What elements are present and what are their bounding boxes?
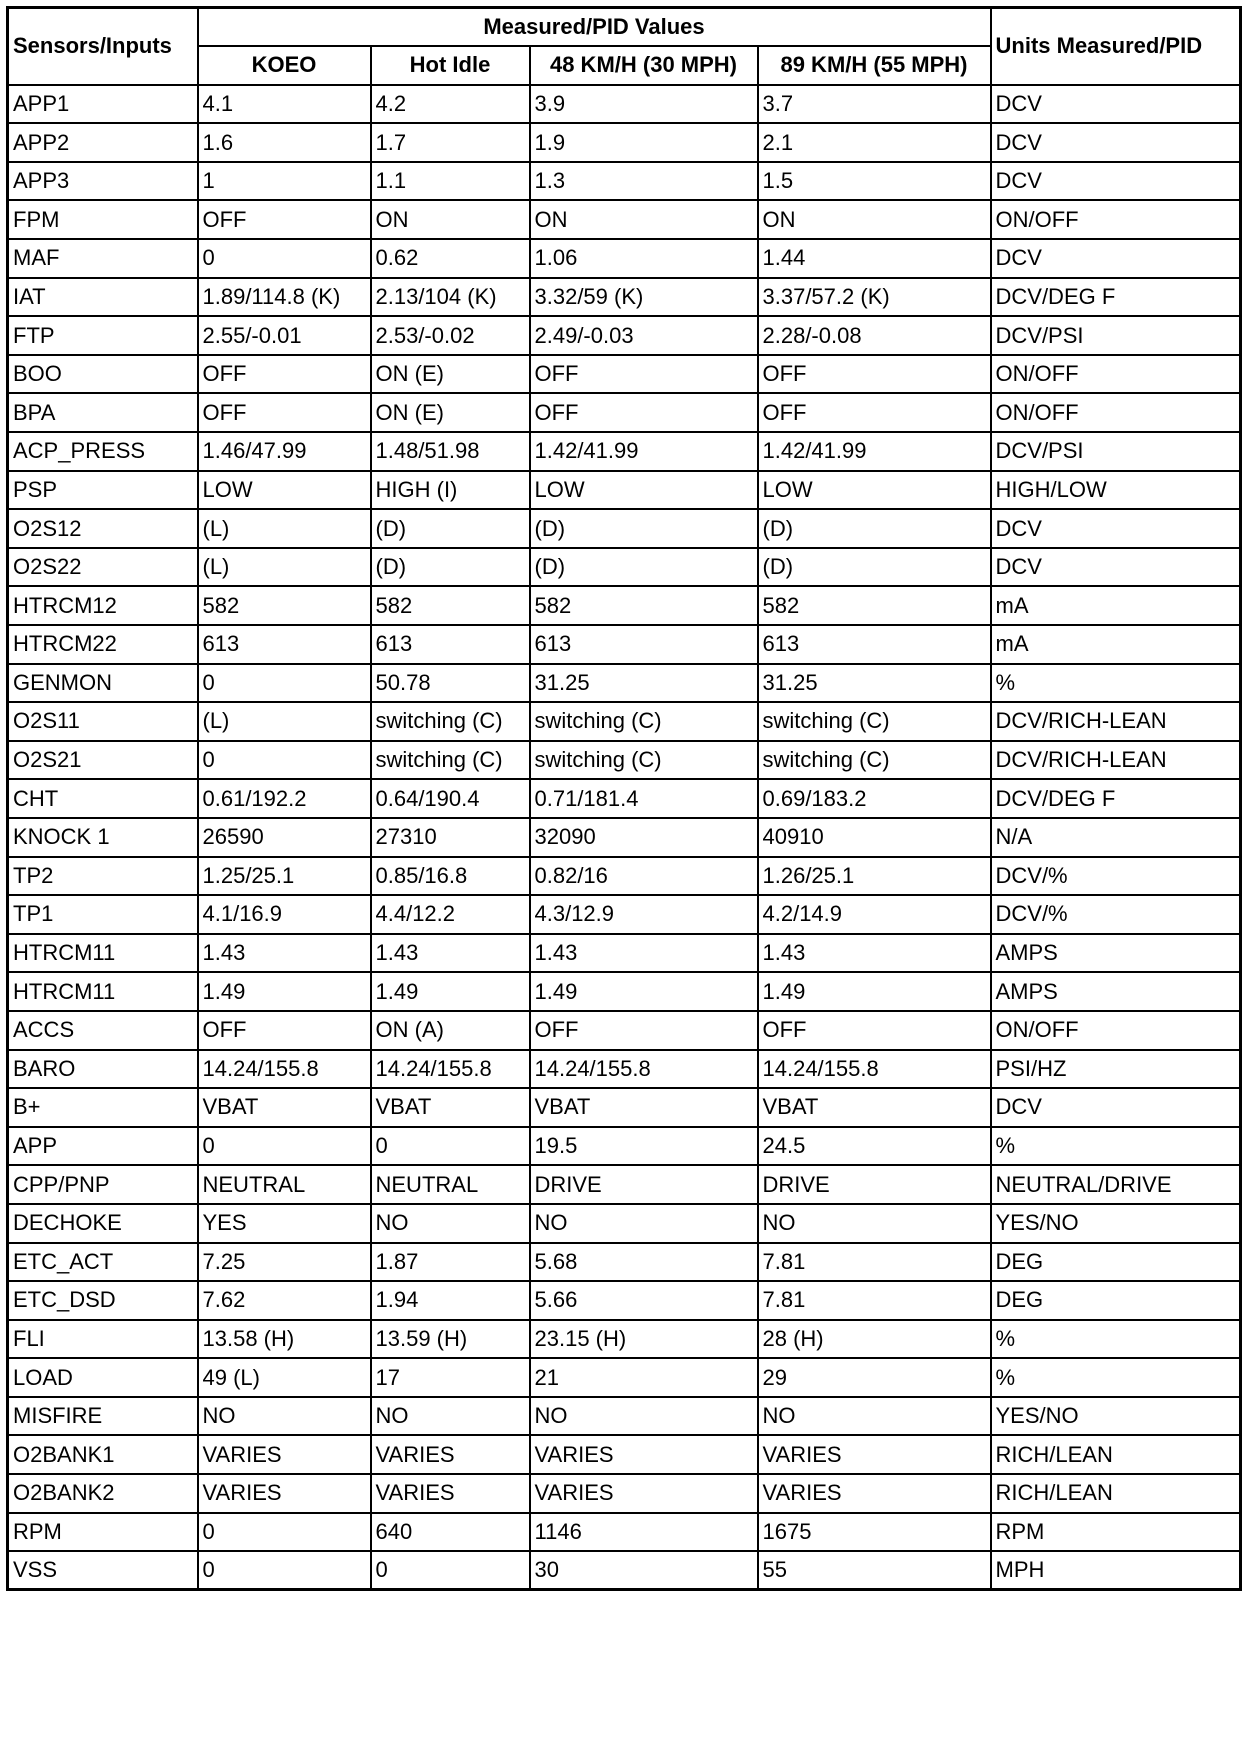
speed-55mph-value-cell: 1675 [758,1513,991,1552]
pid-table-container [6,6,1242,1591]
units-cell: PSI/HZ [991,1050,1241,1089]
speed-55mph-value-cell: 1.43 [758,934,991,973]
units-cell: % [991,1320,1241,1359]
table-row [8,1165,1241,1204]
koeo-value-cell: LOW [198,471,371,510]
speed-55mph-value-cell: (D) [758,548,991,587]
speed-30mph-value-cell: 2.49/-0.03 [530,316,758,355]
speed-55mph-value-cell: DRIVE [758,1165,991,1204]
speed-30mph-value-cell: VBAT [530,1088,758,1127]
units-cell: ON/OFF [991,393,1241,432]
units-cell: YES/NO [991,1204,1241,1243]
sensor-name-cell: ETC_ACT [8,1243,198,1282]
speed-30mph-value-cell: OFF [530,393,758,432]
speed-30mph-value-cell: switching (C) [530,741,758,780]
speed-30mph-value-cell: 1.42/41.99 [530,432,758,471]
condition-header-30mph: 48 KM/H (30 MPH) [530,46,758,85]
hot-idle-value-cell: 0 [371,1127,530,1166]
units-header: Units Measured/PID [991,8,1241,85]
sensors-inputs-header: Sensors/Inputs [8,8,198,85]
table-row [8,818,1241,857]
speed-55mph-value-cell: VARIES [758,1435,991,1474]
units-cell: DCV/DEG F [991,278,1241,317]
units-cell: DCV/% [991,895,1241,934]
hot-idle-value-cell: 1.7 [371,123,530,162]
table-row [8,934,1241,973]
table-row [8,509,1241,548]
table-row [8,239,1241,278]
table-row [8,972,1241,1011]
speed-30mph-value-cell: 5.68 [530,1243,758,1282]
table-row [8,123,1241,162]
speed-30mph-value-cell: 23.15 (H) [530,1320,758,1359]
koeo-value-cell: 613 [198,625,371,664]
hot-idle-value-cell: (D) [371,509,530,548]
hot-idle-value-cell: (D) [371,548,530,587]
sensor-name-cell: MISFIRE [8,1397,198,1436]
hot-idle-value-cell: switching (C) [371,702,530,741]
table-row [8,625,1241,664]
speed-55mph-value-cell: 2.28/-0.08 [758,316,991,355]
table-row [8,1281,1241,1320]
speed-55mph-value-cell: 28 (H) [758,1320,991,1359]
table-row [8,1320,1241,1359]
koeo-value-cell: OFF [198,393,371,432]
units-cell: % [991,1127,1241,1166]
speed-55mph-value-cell: 1.5 [758,162,991,201]
units-cell: DCV [991,162,1241,201]
speed-30mph-value-cell: 32090 [530,818,758,857]
sensor-name-cell: O2BANK2 [8,1474,198,1513]
speed-30mph-value-cell: (D) [530,509,758,548]
measured-values-header: Measured/PID Values [198,8,991,47]
table-row [8,1358,1241,1397]
koeo-value-cell: YES [198,1204,371,1243]
sensor-name-cell: LOAD [8,1358,198,1397]
hot-idle-value-cell: 2.53/-0.02 [371,316,530,355]
hot-idle-value-cell: VARIES [371,1474,530,1513]
speed-55mph-value-cell: 3.37/57.2 (K) [758,278,991,317]
koeo-value-cell: 4.1/16.9 [198,895,371,934]
koeo-value-cell: OFF [198,355,371,394]
speed-30mph-value-cell: 21 [530,1358,758,1397]
hot-idle-value-cell: ON (E) [371,355,530,394]
hot-idle-value-cell: NO [371,1397,530,1436]
units-cell: RPM [991,1513,1241,1552]
hot-idle-value-cell: ON (E) [371,393,530,432]
speed-30mph-value-cell: 0.71/181.4 [530,779,758,818]
hot-idle-value-cell: 1.1 [371,162,530,201]
sensor-name-cell: O2S11 [8,702,198,741]
units-cell: DCV [991,239,1241,278]
speed-55mph-value-cell: OFF [758,393,991,432]
sensor-name-cell: IAT [8,278,198,317]
speed-55mph-value-cell: (D) [758,509,991,548]
sensor-name-cell: ETC_DSD [8,1281,198,1320]
hot-idle-value-cell: NO [371,1204,530,1243]
speed-55mph-value-cell: ON [758,200,991,239]
table-row [8,857,1241,896]
koeo-value-cell: 0 [198,1127,371,1166]
table-row [8,355,1241,394]
hot-idle-value-cell: 0.62 [371,239,530,278]
units-cell: DCV [991,123,1241,162]
speed-30mph-value-cell: 3.32/59 (K) [530,278,758,317]
hot-idle-value-cell: 1.43 [371,934,530,973]
table-row [8,741,1241,780]
koeo-value-cell: 0 [198,239,371,278]
table-row [8,779,1241,818]
koeo-value-cell: 0.61/192.2 [198,779,371,818]
koeo-value-cell: VARIES [198,1435,371,1474]
speed-55mph-value-cell: 14.24/155.8 [758,1050,991,1089]
sensor-name-cell: CHT [8,779,198,818]
units-cell: ON/OFF [991,200,1241,239]
table-row [8,1204,1241,1243]
sensor-name-cell: O2BANK1 [8,1435,198,1474]
speed-30mph-value-cell: 31.25 [530,664,758,703]
sensor-name-cell: FTP [8,316,198,355]
table-row [8,1474,1241,1513]
speed-55mph-value-cell: 24.5 [758,1127,991,1166]
speed-55mph-value-cell: switching (C) [758,702,991,741]
speed-55mph-value-cell: NO [758,1204,991,1243]
table-body [8,85,1241,1590]
sensor-name-cell: BARO [8,1050,198,1089]
speed-55mph-value-cell: 0.69/183.2 [758,779,991,818]
table-row [8,1127,1241,1166]
hot-idle-value-cell: 17 [371,1358,530,1397]
hot-idle-value-cell: ON (A) [371,1011,530,1050]
table-row [8,432,1241,471]
units-cell: N/A [991,818,1241,857]
sensor-name-cell: RPM [8,1513,198,1552]
hot-idle-value-cell: 27310 [371,818,530,857]
speed-30mph-value-cell: 1.49 [530,972,758,1011]
units-cell: RICH/LEAN [991,1435,1241,1474]
units-cell: DCV/% [991,857,1241,896]
sensor-name-cell: FPM [8,200,198,239]
sensor-name-cell: VSS [8,1551,198,1590]
hot-idle-value-cell: 13.59 (H) [371,1320,530,1359]
speed-30mph-value-cell: 1.43 [530,934,758,973]
sensor-name-cell: GENMON [8,664,198,703]
koeo-value-cell: NEUTRAL [198,1165,371,1204]
speed-55mph-value-cell: OFF [758,355,991,394]
speed-30mph-value-cell: NO [530,1204,758,1243]
speed-55mph-value-cell: 1.49 [758,972,991,1011]
koeo-value-cell: 0 [198,741,371,780]
koeo-value-cell: 1.6 [198,123,371,162]
table-row [8,586,1241,625]
sensor-name-cell: B+ [8,1088,198,1127]
hot-idle-value-cell: 640 [371,1513,530,1552]
koeo-value-cell: 13.58 (H) [198,1320,371,1359]
condition-header-55mph: 89 KM/H (55 MPH) [758,46,991,85]
speed-55mph-value-cell: VARIES [758,1474,991,1513]
speed-55mph-value-cell: 31.25 [758,664,991,703]
speed-30mph-value-cell: 30 [530,1551,758,1590]
koeo-value-cell: VARIES [198,1474,371,1513]
table-row [8,1513,1241,1552]
hot-idle-value-cell: 582 [371,586,530,625]
units-cell: mA [991,586,1241,625]
table-row [8,1551,1241,1590]
hot-idle-value-cell: ON [371,200,530,239]
sensor-name-cell: TP2 [8,857,198,896]
speed-55mph-value-cell: OFF [758,1011,991,1050]
speed-55mph-value-cell: 1.42/41.99 [758,432,991,471]
speed-30mph-value-cell: 1.06 [530,239,758,278]
table-row [8,200,1241,239]
koeo-value-cell: 582 [198,586,371,625]
speed-30mph-value-cell: DRIVE [530,1165,758,1204]
speed-55mph-value-cell: 40910 [758,818,991,857]
sensor-name-cell: HTRCM11 [8,972,198,1011]
speed-30mph-value-cell: 1.9 [530,123,758,162]
koeo-value-cell: 7.62 [198,1281,371,1320]
hot-idle-value-cell: 1.94 [371,1281,530,1320]
koeo-value-cell: (L) [198,548,371,587]
koeo-value-cell: 1.89/114.8 (K) [198,278,371,317]
sensor-name-cell: APP1 [8,85,198,124]
koeo-value-cell: 4.1 [198,85,371,124]
speed-55mph-value-cell: NO [758,1397,991,1436]
units-cell: DCV [991,509,1241,548]
table-row [8,393,1241,432]
sensor-name-cell: O2S12 [8,509,198,548]
speed-55mph-value-cell: 4.2/14.9 [758,895,991,934]
table-row [8,1011,1241,1050]
units-cell: MPH [991,1551,1241,1590]
units-cell: DCV [991,85,1241,124]
speed-30mph-value-cell: VARIES [530,1474,758,1513]
speed-55mph-value-cell: 2.1 [758,123,991,162]
sensor-name-cell: HTRCM12 [8,586,198,625]
speed-30mph-value-cell: 4.3/12.9 [530,895,758,934]
units-cell: DCV/DEG F [991,779,1241,818]
speed-55mph-value-cell: 55 [758,1551,991,1590]
speed-55mph-value-cell: VBAT [758,1088,991,1127]
speed-30mph-value-cell: 613 [530,625,758,664]
hot-idle-value-cell: 2.13/104 (K) [371,278,530,317]
units-cell: ON/OFF [991,355,1241,394]
hot-idle-value-cell: 1.48/51.98 [371,432,530,471]
condition-header-koeo: KOEO [198,46,371,85]
table-header [8,8,1241,85]
sensor-name-cell: O2S21 [8,741,198,780]
koeo-value-cell: OFF [198,200,371,239]
hot-idle-value-cell: 0 [371,1551,530,1590]
sensor-name-cell: APP [8,1127,198,1166]
speed-30mph-value-cell: ON [530,200,758,239]
speed-55mph-value-cell: 1.26/25.1 [758,857,991,896]
koeo-value-cell: 7.25 [198,1243,371,1282]
hot-idle-value-cell: HIGH (I) [371,471,530,510]
speed-30mph-value-cell: 1.3 [530,162,758,201]
sensor-name-cell: BPA [8,393,198,432]
units-cell: % [991,664,1241,703]
table-row [8,702,1241,741]
speed-30mph-value-cell: 582 [530,586,758,625]
koeo-value-cell: OFF [198,1011,371,1050]
speed-30mph-value-cell: (D) [530,548,758,587]
speed-30mph-value-cell: 3.9 [530,85,758,124]
table-row [8,162,1241,201]
units-cell: ON/OFF [991,1011,1241,1050]
hot-idle-value-cell: 14.24/155.8 [371,1050,530,1089]
table-row [8,278,1241,317]
speed-30mph-value-cell: 5.66 [530,1281,758,1320]
speed-55mph-value-cell: 29 [758,1358,991,1397]
speed-30mph-value-cell: VARIES [530,1435,758,1474]
units-cell: NEUTRAL/DRIVE [991,1165,1241,1204]
units-cell: DCV [991,548,1241,587]
table-row [8,1397,1241,1436]
sensor-name-cell: PSP [8,471,198,510]
speed-55mph-value-cell: 1.44 [758,239,991,278]
units-cell: DCV/RICH-LEAN [991,702,1241,741]
table-row [8,548,1241,587]
koeo-value-cell: 14.24/155.8 [198,1050,371,1089]
hot-idle-value-cell: 4.4/12.2 [371,895,530,934]
sensor-name-cell: APP3 [8,162,198,201]
sensor-name-cell: FLI [8,1320,198,1359]
koeo-value-cell: 49 (L) [198,1358,371,1397]
units-cell: HIGH/LOW [991,471,1241,510]
speed-30mph-value-cell: switching (C) [530,702,758,741]
sensor-name-cell: MAF [8,239,198,278]
koeo-value-cell: 0 [198,1513,371,1552]
speed-55mph-value-cell: LOW [758,471,991,510]
hot-idle-value-cell: 1.87 [371,1243,530,1282]
sensor-name-cell: O2S22 [8,548,198,587]
table-row [8,1088,1241,1127]
table-row [8,471,1241,510]
koeo-value-cell: 1.43 [198,934,371,973]
koeo-value-cell: 0 [198,1551,371,1590]
koeo-value-cell: (L) [198,509,371,548]
table-row [8,1050,1241,1089]
speed-55mph-value-cell: 7.81 [758,1243,991,1282]
table-row [8,1435,1241,1474]
hot-idle-value-cell: 0.85/16.8 [371,857,530,896]
table-row [8,316,1241,355]
hot-idle-value-cell: switching (C) [371,741,530,780]
sensor-name-cell: ACP_PRESS [8,432,198,471]
table-row [8,1243,1241,1282]
sensor-name-cell: ACCS [8,1011,198,1050]
units-cell: AMPS [991,972,1241,1011]
speed-30mph-value-cell: OFF [530,355,758,394]
units-cell: DEG [991,1243,1241,1282]
sensor-name-cell: CPP/PNP [8,1165,198,1204]
units-cell: AMPS [991,934,1241,973]
koeo-value-cell: 1.49 [198,972,371,1011]
speed-30mph-value-cell: 19.5 [530,1127,758,1166]
speed-30mph-value-cell: NO [530,1397,758,1436]
sensor-name-cell: HTRCM11 [8,934,198,973]
koeo-value-cell: 0 [198,664,371,703]
sensor-name-cell: KNOCK 1 [8,818,198,857]
speed-55mph-value-cell: switching (C) [758,741,991,780]
sensor-name-cell: TP1 [8,895,198,934]
pid-values-table [6,6,1242,1591]
speed-55mph-value-cell: 613 [758,625,991,664]
units-cell: DCV/PSI [991,432,1241,471]
hot-idle-value-cell: 613 [371,625,530,664]
units-cell: DCV [991,1088,1241,1127]
sensor-name-cell: DECHOKE [8,1204,198,1243]
condition-header-hot-idle: Hot Idle [371,46,530,85]
koeo-value-cell: 2.55/-0.01 [198,316,371,355]
units-cell: mA [991,625,1241,664]
units-cell: % [991,1358,1241,1397]
koeo-value-cell: VBAT [198,1088,371,1127]
hot-idle-value-cell: 1.49 [371,972,530,1011]
header-row-top [8,8,1241,47]
hot-idle-value-cell: 50.78 [371,664,530,703]
hot-idle-value-cell: VARIES [371,1435,530,1474]
koeo-value-cell: 1 [198,162,371,201]
koeo-value-cell: (L) [198,702,371,741]
speed-55mph-value-cell: 7.81 [758,1281,991,1320]
koeo-value-cell: NO [198,1397,371,1436]
units-cell: DEG [991,1281,1241,1320]
speed-30mph-value-cell: OFF [530,1011,758,1050]
sensor-name-cell: HTRCM22 [8,625,198,664]
units-cell: YES/NO [991,1397,1241,1436]
koeo-value-cell: 26590 [198,818,371,857]
table-row [8,664,1241,703]
units-cell: DCV/PSI [991,316,1241,355]
speed-30mph-value-cell: 1146 [530,1513,758,1552]
sensor-name-cell: BOO [8,355,198,394]
sensor-name-cell: APP2 [8,123,198,162]
koeo-value-cell: 1.46/47.99 [198,432,371,471]
table-row [8,85,1241,124]
hot-idle-value-cell: 0.64/190.4 [371,779,530,818]
speed-55mph-value-cell: 582 [758,586,991,625]
hot-idle-value-cell: 4.2 [371,85,530,124]
units-cell: DCV/RICH-LEAN [991,741,1241,780]
speed-30mph-value-cell: 14.24/155.8 [530,1050,758,1089]
table-row [8,895,1241,934]
units-cell: RICH/LEAN [991,1474,1241,1513]
hot-idle-value-cell: VBAT [371,1088,530,1127]
speed-55mph-value-cell: 3.7 [758,85,991,124]
speed-30mph-value-cell: LOW [530,471,758,510]
speed-30mph-value-cell: 0.82/16 [530,857,758,896]
hot-idle-value-cell: NEUTRAL [371,1165,530,1204]
koeo-value-cell: 1.25/25.1 [198,857,371,896]
